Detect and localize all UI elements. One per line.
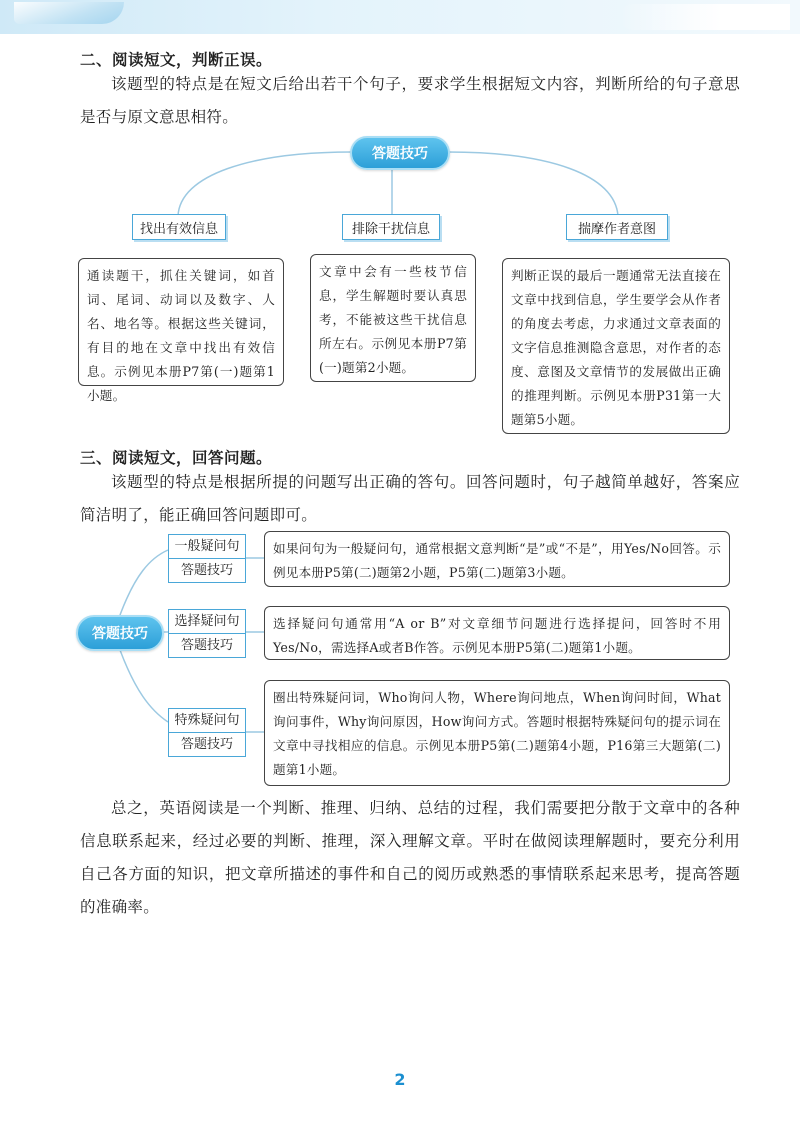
section3-branch-label-1-line2: 答题技巧 — [180, 563, 233, 578]
section2-hub: 答题技巧 — [350, 136, 450, 170]
section3-branch-label-2-line1: 选择疑问句 — [169, 610, 245, 634]
section2-branch-label-3: 揣摩作者意图 — [566, 214, 668, 240]
section3-branch-label-1-line1: 一般疑问句 — [169, 535, 245, 559]
section3-branch-text-1: 如果问句为一般疑问句，通常根据文意判断“是”或“不是”，用Yes/No回答。示例见本册P5第(二)题第2小题，P5第(二)题第3小题。 — [264, 531, 730, 587]
section3-branch-label-2 — [168, 609, 246, 658]
section3-branch-text-3: 圈出特殊疑问词，Who询问人物，Where询问地点，When询问时间，What询问事件，Why询问原因，How询问方式。答题时根据特殊疑问句的提示词在文章中寻找相应的信息。示例见本册P5第(二)题第4小题，P16第三大题第(二)题第1小题。 — [264, 680, 730, 786]
section2-branch-text-3: 判断正误的最后一题通常无法直接在文章中找到信息，学生要学会从作者的角度去考虑，力求通过文章表面的文字信息推测隐含意思，对作者的态度、意图及文章情节的发展做出正确的推理判断。示例见本册P31第一大题第5小题。 — [502, 258, 730, 434]
section2-intro: 该题型的特点是在短文后给出若干个句子，要求学生根据短文内容，判断所给的句子意思是否与原文意思相符。 — [80, 75, 740, 126]
section3-branch-label-2-line2: 答题技巧 — [180, 638, 233, 653]
section3-branch-label-3-line1: 特殊疑问句 — [169, 709, 245, 733]
section3-branch-label-3-line2: 答题技巧 — [180, 737, 233, 752]
section2-branch-label-2: 排除干扰信息 — [342, 214, 440, 240]
section3-hub: 答题技巧 — [76, 615, 164, 651]
header-wave-decoration — [14, 2, 124, 24]
section2-heading: 二、阅读短文，判断正误。 — [80, 50, 273, 69]
section2-branch-text-1: 通读题干，抓住关键词，如首词、尾词、动词以及数字、人名、地名等。根据这些关键词，有目的地在文章中找出有效信息。示例见本册P7第(一)题第1小题。 — [78, 258, 284, 386]
section3-branch-label-3 — [168, 708, 246, 757]
section3-intro: 该题型的特点是根据所提的问题写出正确的答句。回答问题时，句子越简单越好，答案应简洁明了，能正确回答问题即可。 — [80, 473, 740, 524]
section3-branch-label-1 — [168, 534, 246, 583]
section3-heading: 三、阅读短文，回答问题。 — [80, 448, 273, 467]
conclusion-paragraph: 总之，英语阅读是一个判断、推理、归纳、总结的过程，我们需要把分散于文章中的各种信息联系起来，经过必要的判断、推理，深入理解文章。平时在做阅读理解题时，要充分利用自己各方面的知识，把文章所描述的事件和自己的阅历或熟悉的事情联系起来思考，提高答题的准确率。 — [80, 799, 740, 916]
header-highlight-decoration — [620, 4, 790, 30]
section3-branch-text-2: 选择疑问句通常用“A or B”对文章细节问题进行选择提问，回答时不用Yes/No，需选择A或者B作答。示例见本册P5第(二)题第1小题。 — [264, 606, 730, 660]
section2-branch-label-1: 找出有效信息 — [132, 214, 226, 240]
page-number: 2 — [394, 1070, 406, 1089]
section2-branch-text-2: 文章中会有一些枝节信息，学生解题时要认真思考，不能被这些干扰信息所左右。示例见本册P7第(一)题第2小题。 — [310, 254, 476, 382]
header-decoration — [0, 0, 800, 34]
